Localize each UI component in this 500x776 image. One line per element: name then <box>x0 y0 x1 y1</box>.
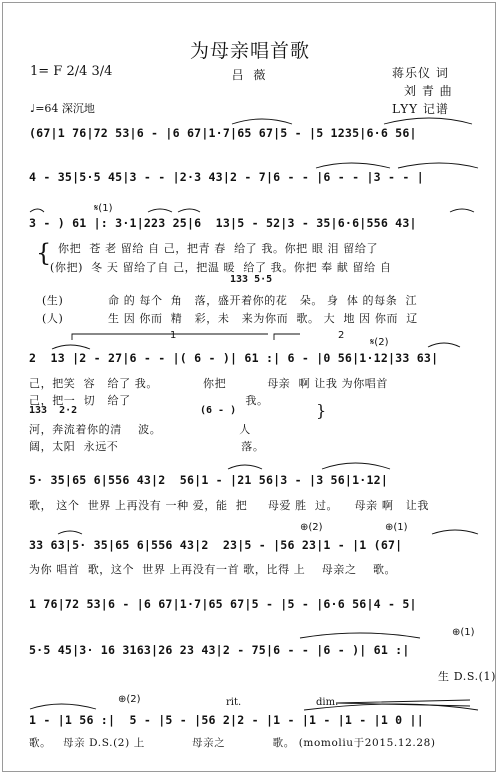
line4-lyrics-b: 己，把一 切 给了 我。 <box>29 394 269 407</box>
tempo-marking: ♩=64 深沉地 <box>30 102 95 115</box>
rit-marking: rit. <box>226 697 242 708</box>
music-line-6: 33 63|5· 35|65 6|556 43|2 23|5 - |56 23|1 - |1 (67| <box>29 538 403 552</box>
volta-1-label: 1 <box>170 330 177 341</box>
alt-notes-133-55: 133 5·5 <box>230 274 273 285</box>
music-line-9: 1 - |1 56 :| 5 - |5 - |56 2|2 - |1 - |1 - |1 - |1 0 || <box>29 713 424 727</box>
coda-1-mark-b: ⊕(1) <box>452 627 475 638</box>
verse-1-lyrics: 你把 苍 老 留给 自 己，把青 春 给了 我。你把 眼 泪 留给了 <box>58 242 379 255</box>
alt-brace: } <box>316 401 327 420</box>
line4-lyrics-c: 河，奔流着你的清 波。 人 <box>29 423 251 436</box>
music-line-7: 1 76|72 53|6 - |6 67|1·7|65 67|5 - |5 - |6·6 56|4 - 5| <box>29 597 417 611</box>
transcriber-credit: LYY 记谱 <box>392 102 449 116</box>
chorus-lyrics-b: 生 因 你而 精 彩，未 来为你而 歌。 大 地 因 你而 辽 <box>108 312 418 325</box>
segno-1-mark: 𝄋(1) <box>94 203 113 214</box>
music-line-2: 4 - 35|5·5 45|3 - - |2·3 43|2 - 7|6 - - |6 - - |3 - - | <box>29 170 424 184</box>
composer-credit: 刘 青 曲 <box>404 84 453 98</box>
line4-lyrics-d: 阔，太阳 永远不 落。 <box>29 440 265 453</box>
music-line-3: 3 - ) 61 |: 3·1|223 25|6 13|5 - 52|3 - 35|6·6|556 43| <box>29 216 417 230</box>
alt-notes-133-22: 133 2·2 <box>29 405 78 416</box>
volta-2-label: 2 <box>338 330 345 341</box>
chorus-lyrics-a: 命 的 每个 角 落，盛开着你的花 朵。 身 体 的每条 江 <box>108 294 418 307</box>
chorus-paren-a: (生) <box>42 294 64 307</box>
key-signature: 1= F 2/4 3/4 <box>30 64 113 79</box>
verse-brace: { <box>36 239 52 267</box>
music-line-8: 5·5 45|3· 16 3163|26 23 43|2 - 75|6 - - |6 - )| 61 :| <box>29 643 410 657</box>
alt-notes-6: (6 - ) <box>200 405 237 416</box>
singer-name: 吕 薇 <box>231 68 269 82</box>
music-line-4: 2 13 |2 - 27|6 - - |( 6 - )| 61 :| 6 - |0 56|1·12|33 63| <box>29 351 439 365</box>
line9-lyrics: 歌。 母亲 D.S.(2) 上 母亲之 歌。 (momoliu于2015.12.28) <box>29 737 436 749</box>
song-title: 为母亲唱首歌 <box>189 40 310 62</box>
dim-marking: dim. <box>316 697 339 708</box>
ds-1-instruction: 生 D.S.(1) <box>438 670 497 683</box>
lyricist-credit: 蒋乐仪 词 <box>392 66 449 80</box>
segno-2-mark: 𝄋(2) <box>370 337 389 348</box>
line6-lyrics: 为你 唱首 歌，这个 世界 上再没有一首 歌，比得 上 母亲之 歌。 <box>29 563 397 576</box>
music-line-5: 5· 35|65 6|556 43|2 56|1 - |21 56|3 - |3 56|1·12| <box>29 473 389 487</box>
chorus-paren-b: (人) <box>42 312 64 325</box>
line4-lyrics-a: 己，把笑 容 给了 我。 你把 母亲 啊 让我 为你唱首 <box>29 377 388 390</box>
music-line-1: (67|1 76|72 53|6 - |6 67|1·7|65 67|5 - |5 1235|6·6 56| <box>29 126 417 140</box>
coda-2-mark-b: ⊕(2) <box>118 694 141 705</box>
coda-2-mark: ⊕(2) <box>300 522 323 533</box>
coda-1-mark: ⊕(1) <box>385 522 408 533</box>
line5-lyrics: 歌， 这个 世界 上再没有 一种 爱，能 把 母爱 胜 过。 母亲 啊 让我 <box>29 499 429 512</box>
verse-2-lyrics: (你把) 冬 天 留给了自 己，把温 暖 给了 我。你把 奉 献 留给 自 <box>50 261 392 274</box>
